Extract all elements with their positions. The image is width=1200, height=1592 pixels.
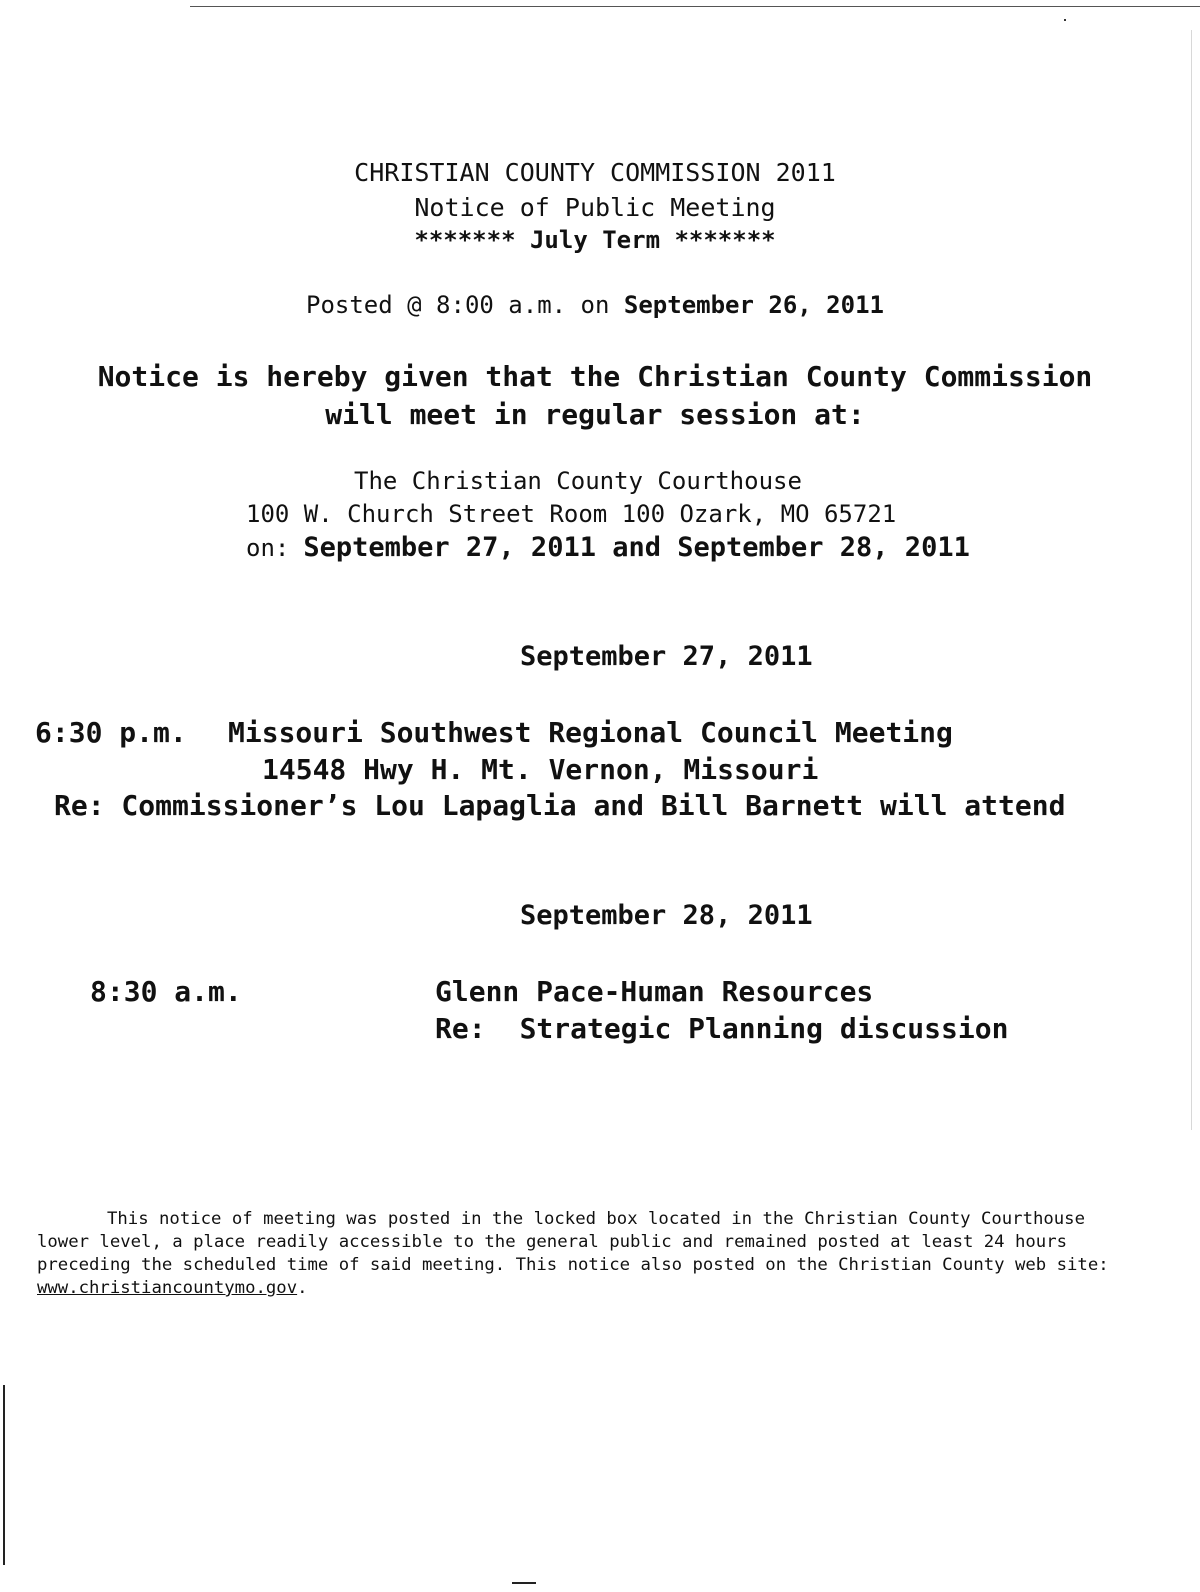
day2-event-title: Glenn Pace-Human Resources [435,975,874,1008]
posted-date: September 26, 2011 [623,291,884,319]
scan-bottom-mark [512,1582,536,1584]
posting-statement-text: This notice of meeting was posted in the locked box located in the Christian County Courthouse lower level, a place readily accessible to the general public and remained posted at least 24 hours preceding the scheduled time of said meeting. This notice also posted on the Christian County web site: [37,1209,1109,1275]
meeting-dates-line [246,532,970,563]
day2-date-heading: September 28, 2011 [520,900,813,931]
on-label: on: [246,534,290,562]
notice-line-2: will meet in regular session at: [325,398,865,431]
scan-right-edge-line [1191,30,1192,1130]
day1-event-time: 6:30 p.m. [35,716,187,749]
document-title: CHRISTIAN COUNTY COMMISSION 2011 [354,158,836,187]
day2-re-label: Re: [435,1012,486,1045]
posting-statement [37,1208,1147,1300]
day1-event-location: 14548 Hwy H. Mt. Vernon, Missouri [262,753,819,786]
posting-statement-end: . [297,1278,308,1298]
posted-line [0,291,1190,319]
day1-event-title: Missouri Southwest Regional Council Meeting [228,716,953,749]
day2-event-note [435,1012,1008,1045]
day1-date-heading: September 27, 2011 [520,641,813,672]
location-address: 100 W. Church Street Room 100 Ozark, MO 65721 [246,500,897,528]
location-name: The Christian County Courthouse [354,467,802,495]
notice-line-1: Notice is hereby given that the Christian County Commission [97,360,1093,393]
county-website-link[interactable]: www.christiancountymo.gov [37,1278,298,1298]
scan-top-border-line [190,6,1200,7]
scan-speck [1064,19,1066,21]
day2-re-text: Strategic Planning discussion [519,1012,1009,1045]
day1-event-note: Re: Commissioner’s Lou Lapaglia and Bill Barnett will attend [54,789,1066,822]
posted-prefix: Posted @ 8:00 a.m. on [306,291,610,319]
meeting-dates: September 27, 2011 and September 28, 2011 [303,532,970,563]
term-label: ******* July Term ******* [414,226,776,254]
document-subtitle: Notice of Public Meeting [414,193,776,222]
day2-event-time: 8:30 a.m. [90,975,242,1008]
scan-left-edge-mark [3,1385,5,1565]
